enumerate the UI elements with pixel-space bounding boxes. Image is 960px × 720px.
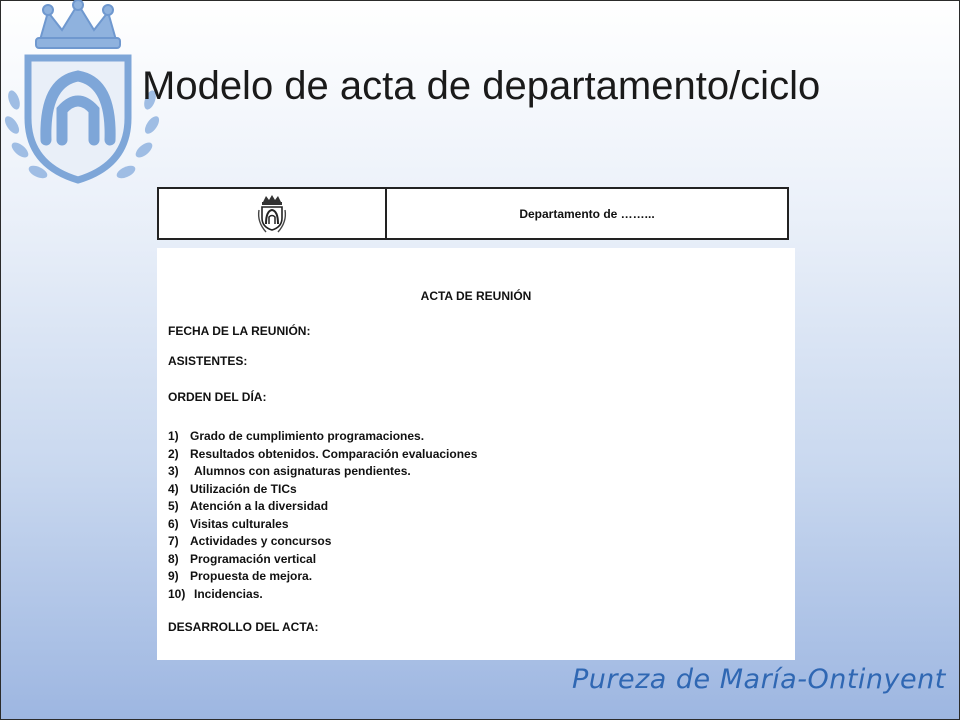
brand-footer-text: Pureza de María-Ontinyent <box>572 664 946 695</box>
small-crest-logo-icon <box>256 194 288 234</box>
attendees-label: ASISTENTES: <box>168 354 248 368</box>
agenda-item: 1) Grado de cumplimiento programaciones. <box>168 429 425 443</box>
agenda-item: 10) Incidencias. <box>168 586 263 601</box>
header-logo-cell <box>159 189 387 238</box>
department-name: Departamento de ……... <box>519 206 655 221</box>
agenda-item: 5) Atención a la diversidad <box>168 499 329 513</box>
agenda-item: 3) Alumnos con asignaturas pendientes. <box>168 464 411 478</box>
agenda-label: ORDEN DEL DÍA: <box>168 390 267 404</box>
document-header-table <box>157 187 789 240</box>
agenda-item: 9) Propuesta de mejora. <box>168 569 313 583</box>
agenda-list <box>168 428 477 603</box>
agenda-item: 4) Utilización de TICs <box>168 481 297 496</box>
development-label: DESARROLLO DEL ACTA: <box>168 620 319 634</box>
agenda-item: 2) Resultados obtenidos. Comparación evaluaciones <box>168 446 478 461</box>
meeting-minutes-document <box>157 248 795 660</box>
agenda-item: 6) Visitas culturales <box>168 516 289 531</box>
slide-title: Modelo de acta de departamento/ciclo <box>142 64 821 108</box>
agenda-item: 7) Actividades y concursos <box>168 534 332 548</box>
meeting-date-label: FECHA DE LA REUNIÓN: <box>168 324 311 338</box>
document-heading: ACTA DE REUNIÓN <box>420 289 532 303</box>
agenda-item: 8) Programación vertical <box>168 551 317 566</box>
